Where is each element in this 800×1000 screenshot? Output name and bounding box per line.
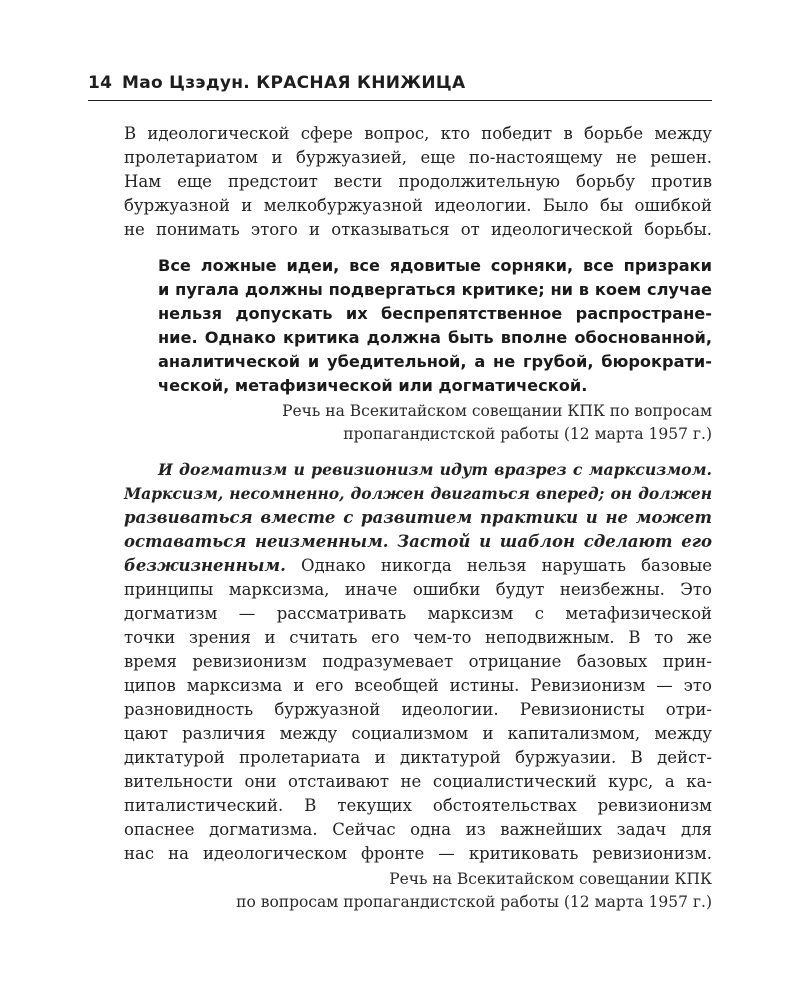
source-line: Речь на Всекитайском совещании КПК по вопросам bbox=[282, 402, 712, 420]
quote-line: ческой, метафизической или догматической. bbox=[158, 376, 588, 395]
text-line: пролетариатом и буржуазией, еще по-настоящему не решен. bbox=[124, 148, 712, 167]
quote-line: ние. Однако критика должна быть вполне обоснованной, bbox=[158, 328, 712, 347]
quote-line: и пугала должны подвергаться критике; ни в коем случае bbox=[158, 280, 712, 299]
italic-line: И догматизм и ревизионизм идут вразрез с марксизмом. bbox=[158, 460, 712, 479]
italic-line: оставаться неизменным. Застой и шаблон сделают его bbox=[124, 532, 712, 551]
text-line: нас на идеологическом фронте — критиковать ревизионизм. bbox=[124, 844, 712, 863]
text-line: время ревизионизм подразумевает отрицание базовых прин- bbox=[124, 652, 712, 671]
text-line bbox=[124, 556, 712, 575]
page-header bbox=[88, 68, 712, 101]
quote-line: аналитической и убедительной, а не грубой, бюрократи- bbox=[158, 352, 712, 371]
text-line: опаснее догматизма. Сейчас одна из важнейших задач для bbox=[124, 820, 712, 839]
text-line: точки зрения и считать его чем-то неподвижным. В то же bbox=[124, 628, 712, 647]
source-line: по вопросам пропагандистской работы (12 марта 1957 г.) bbox=[236, 893, 712, 911]
quote-line: Все ложные идеи, все ядовитые сорняки, все призраки bbox=[158, 256, 712, 275]
source-line: Речь на Всекитайском совещании КПК bbox=[389, 870, 712, 888]
text-fragment: Однако никогда нельзя нарушать базовые bbox=[285, 556, 712, 575]
text-line: разновидность буржуазной идеологии. Ревизионисты отри- bbox=[124, 700, 712, 719]
page-number: 14 bbox=[88, 73, 113, 93]
text-line: ципов марксизма и его всеобщей истины. Ревизионизм — это bbox=[124, 676, 712, 695]
quote-line: нельзя допускать их беспрепятственное распростране- bbox=[158, 304, 712, 323]
text-line: Нам еще предстоит вести продолжительную борьбу против bbox=[124, 172, 712, 191]
text-line: диктатурой пролетариата и диктатурой буржуазии. В дейст- bbox=[124, 748, 712, 767]
text-line: цают различия между социализмом и капитализмом, между bbox=[124, 724, 712, 743]
italic-fragment: безжизненным. bbox=[124, 556, 286, 575]
italic-line: Марксизм, несомненно, должен двигаться вперед; он должен bbox=[124, 484, 712, 503]
text-line: вительности они отстаивают не социалистический курс, а ка- bbox=[124, 772, 712, 791]
source-line: пропагандистской работы (12 марта 1957 г.) bbox=[343, 425, 712, 443]
text-line: В идеологической сфере вопрос, кто победит в борьбе между bbox=[124, 124, 712, 143]
running-title: Мао Цзэдун. КРАСНАЯ КНИЖИЦА bbox=[122, 73, 466, 93]
text-line: догматизм — рассматривать марксизм с метафизической bbox=[124, 604, 712, 623]
text-line: питалистический. В текущих обстоятельствах ревизионизм bbox=[124, 796, 712, 815]
text-line: не понимать этого и отказываться от идеологической борьбы. bbox=[124, 220, 712, 239]
text-line: принципы марксизма, иначе ошибки будут неизбежны. Это bbox=[124, 580, 712, 599]
text-line: буржуазной и мелкобуржуазной идеологии. Было бы ошибкой bbox=[124, 196, 712, 215]
italic-line: развиваться вместе с развитием практики и не может bbox=[124, 508, 712, 527]
